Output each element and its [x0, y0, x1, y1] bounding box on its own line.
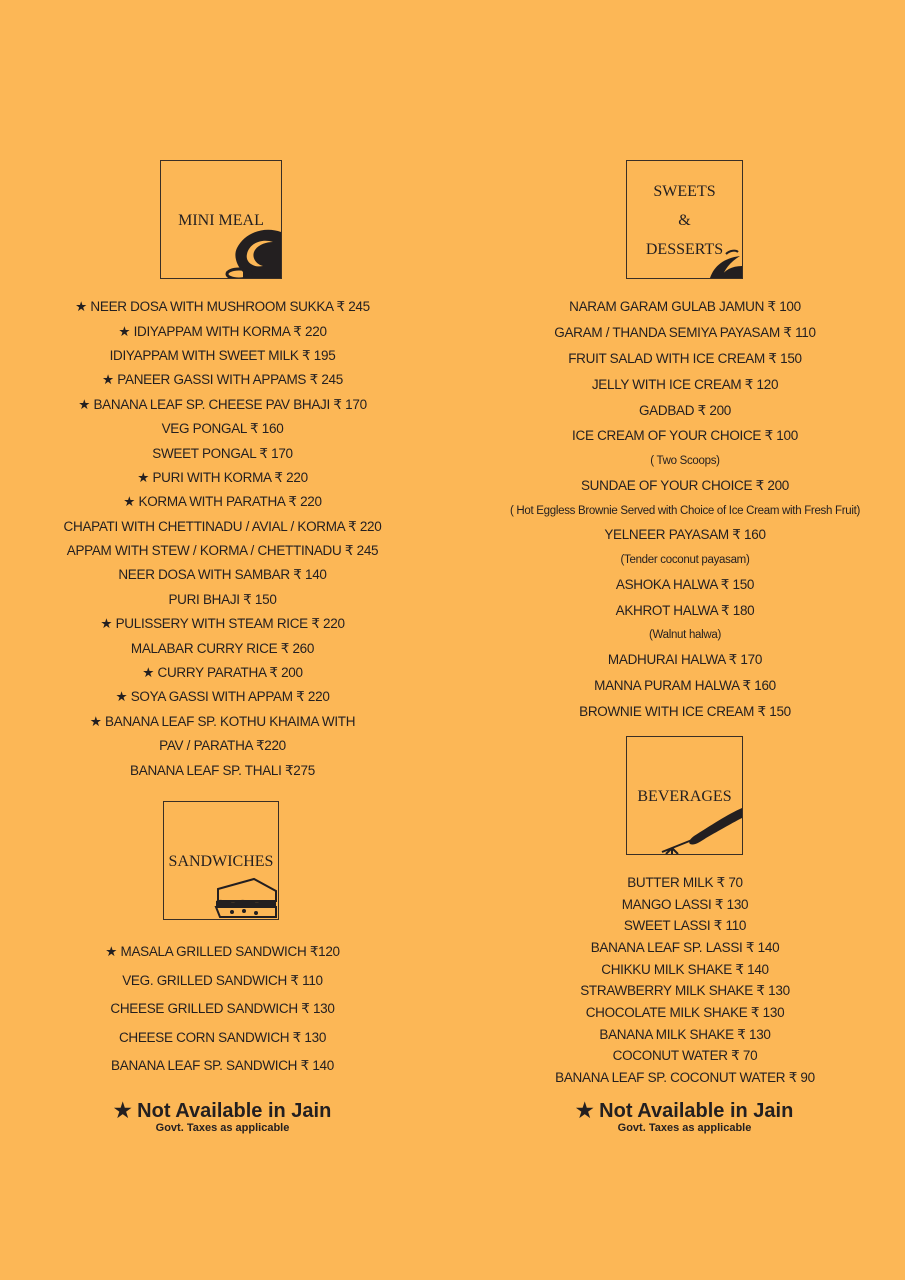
dessert-item: GADBAD ₹ 200 [638, 402, 732, 418]
beverages-header [626, 736, 743, 855]
mini-meal-item: NEER DOSA WITH SAMBAR ₹ 140 [118, 567, 327, 583]
dessert-item: ASHOKA HALWA ₹ 150 [615, 576, 755, 592]
dessert-item: ICE CREAM OF YOUR CHOICE ₹ 100 [572, 428, 798, 444]
mini-meal-list [60, 295, 385, 783]
dessert-item: MADHURAI HALWA ₹ 170 [607, 652, 763, 668]
sandwich-icon [210, 877, 278, 919]
dessert-leaf-icon [706, 248, 742, 278]
mini-meal-header [160, 160, 282, 279]
dessert-item: ( Hot Eggless Brownie Served with Choice of Ice Cream with Fresh Fruit) [509, 504, 861, 517]
mini-meal-item: IDIYAPPAM WITH SWEET MILK ₹ 195 [109, 347, 336, 363]
dessert-item: JELLY WITH ICE CREAM ₹ 120 [591, 376, 779, 392]
beverage-item: CHOCOLATE MILK SHAKE ₹ 130 [585, 1004, 785, 1020]
dessert-item: GARAM / THANDA SEMIYA PAYASAM ₹ 110 [554, 324, 816, 340]
sandwiches-list [60, 938, 385, 1081]
sweets-desserts-header [626, 160, 743, 279]
mini-meal-item: APPAM WITH STEW / KORMA / CHETTINADU ₹ 245 [66, 543, 379, 559]
mini-meal-item: PAV / PARATHA ₹220 [159, 738, 286, 754]
beverage-item: STRAWBERRY MILK SHAKE ₹ 130 [580, 983, 790, 999]
taxes-note: Govt. Taxes as applicable [155, 1122, 290, 1134]
beverage-item: BANANA MILK SHAKE ₹ 130 [599, 1026, 771, 1042]
mini-meal-item: ★ IDIYAPPAM WITH KORMA ₹ 220 [60, 319, 385, 343]
beverage-item: BANANA LEAF SP. LASSI ₹ 140 [590, 939, 780, 955]
sweets-list [500, 294, 870, 725]
dessert-item: ( Two Scoops) [650, 455, 720, 468]
sweets-title-line3: DESSERTS [645, 241, 724, 258]
mini-meal-item: ★ PANEER GASSI WITH APPAMS ₹ 245 [60, 368, 385, 392]
sandwich-item: BANANA LEAF SP. SANDWICH ₹ 140 [111, 1058, 334, 1074]
mini-meal-item: ★ NEER DOSA WITH MUSHROOM SUKKA ₹ 245 [60, 295, 385, 319]
taxes-note: Govt. Taxes as applicable [617, 1122, 752, 1134]
mini-meal-item: CHAPATI WITH CHETTINADU / AVIAL / KORMA ₹ 220 [63, 518, 382, 534]
mini-meal-item: PURI BHAJI ₹ 150 [168, 591, 277, 607]
dessert-item: FRUIT SALAD WITH ICE CREAM ₹ 150 [568, 350, 802, 366]
beverages-list [500, 872, 870, 1089]
sandwich-item: ★ MASALA GRILLED SANDWICH ₹120 [60, 938, 385, 967]
dessert-item: YELNEER PAYASAM ₹ 160 [604, 527, 766, 543]
mini-meal-item: ★ BANANA LEAF SP. CHEESE PAV BHAJI ₹ 170 [60, 393, 385, 417]
mini-meal-item: ★ CURRY PARATHA ₹ 200 [60, 661, 385, 685]
sandwiches-header [163, 801, 279, 920]
mini-meal-title: MINI MEAL [178, 212, 264, 229]
right-footer [522, 1100, 847, 1135]
coconut-straw-icon [658, 808, 742, 854]
beverage-item: MANGO LASSI ₹ 130 [621, 896, 749, 912]
mini-meal-item: BANANA LEAF SP. THALI ₹275 [130, 762, 315, 778]
dessert-item: AKHROT HALWA ₹ 180 [615, 602, 755, 618]
dessert-item: (Walnut halwa) [648, 629, 722, 642]
mini-meal-item: SWEET PONGAL ₹ 170 [152, 445, 293, 461]
sandwich-item: CHEESE GRILLED SANDWICH ₹ 130 [110, 1001, 335, 1017]
mini-meal-item: ★ SOYA GASSI WITH APPAM ₹ 220 [60, 685, 385, 709]
mini-meal-item: MALABAR CURRY RICE ₹ 260 [130, 640, 315, 656]
beverage-item: COCONUT WATER ₹ 70 [612, 1048, 758, 1064]
beverage-item: SWEET LASSI ₹ 110 [623, 918, 747, 934]
mini-meal-item: ★ BANANA LEAF SP. KOTHU KHAIMA WITH [60, 710, 385, 734]
beverage-item: BANANA LEAF SP. COCONUT WATER ₹ 90 [555, 1070, 815, 1086]
mini-meal-item: ★ PULISSERY WITH STEAM RICE ₹ 220 [60, 612, 385, 636]
beverage-item: BUTTER MILK ₹ 70 [627, 874, 743, 890]
sweets-title-line1: SWEETS [653, 183, 716, 200]
sandwich-item: CHEESE CORN SANDWICH ₹ 130 [118, 1029, 327, 1045]
not-available-in-jain-note: ★ Not Available in Jain [575, 1100, 794, 1122]
not-available-in-jain-note: ★ Not Available in Jain [113, 1100, 332, 1122]
mini-meal-item: ★ PURI WITH KORMA ₹ 220 [60, 466, 385, 490]
dessert-item: (Tender coconut payasam) [620, 554, 750, 567]
sandwiches-title: SANDWICHES [168, 853, 274, 870]
sweets-title-line2: & [678, 212, 691, 229]
plate-bowl-icon [225, 226, 281, 278]
left-footer [60, 1100, 385, 1135]
dessert-item: BROWNIE WITH ICE CREAM ₹ 150 [579, 704, 791, 719]
mini-meal-item: ★ KORMA WITH PARATHA ₹ 220 [60, 490, 385, 514]
dessert-item: NARAM GARAM GULAB JAMUN ₹ 100 [569, 298, 801, 314]
sandwich-item: VEG. GRILLED SANDWICH ₹ 110 [122, 972, 323, 988]
dessert-item: MANNA PURAM HALWA ₹ 160 [594, 678, 776, 694]
beverages-title: BEVERAGES [637, 788, 732, 805]
beverage-item: CHIKKU MILK SHAKE ₹ 140 [601, 961, 769, 977]
dessert-item: SUNDAE OF YOUR CHOICE ₹ 200 [580, 477, 790, 493]
mini-meal-item: VEG PONGAL ₹ 160 [161, 421, 284, 437]
